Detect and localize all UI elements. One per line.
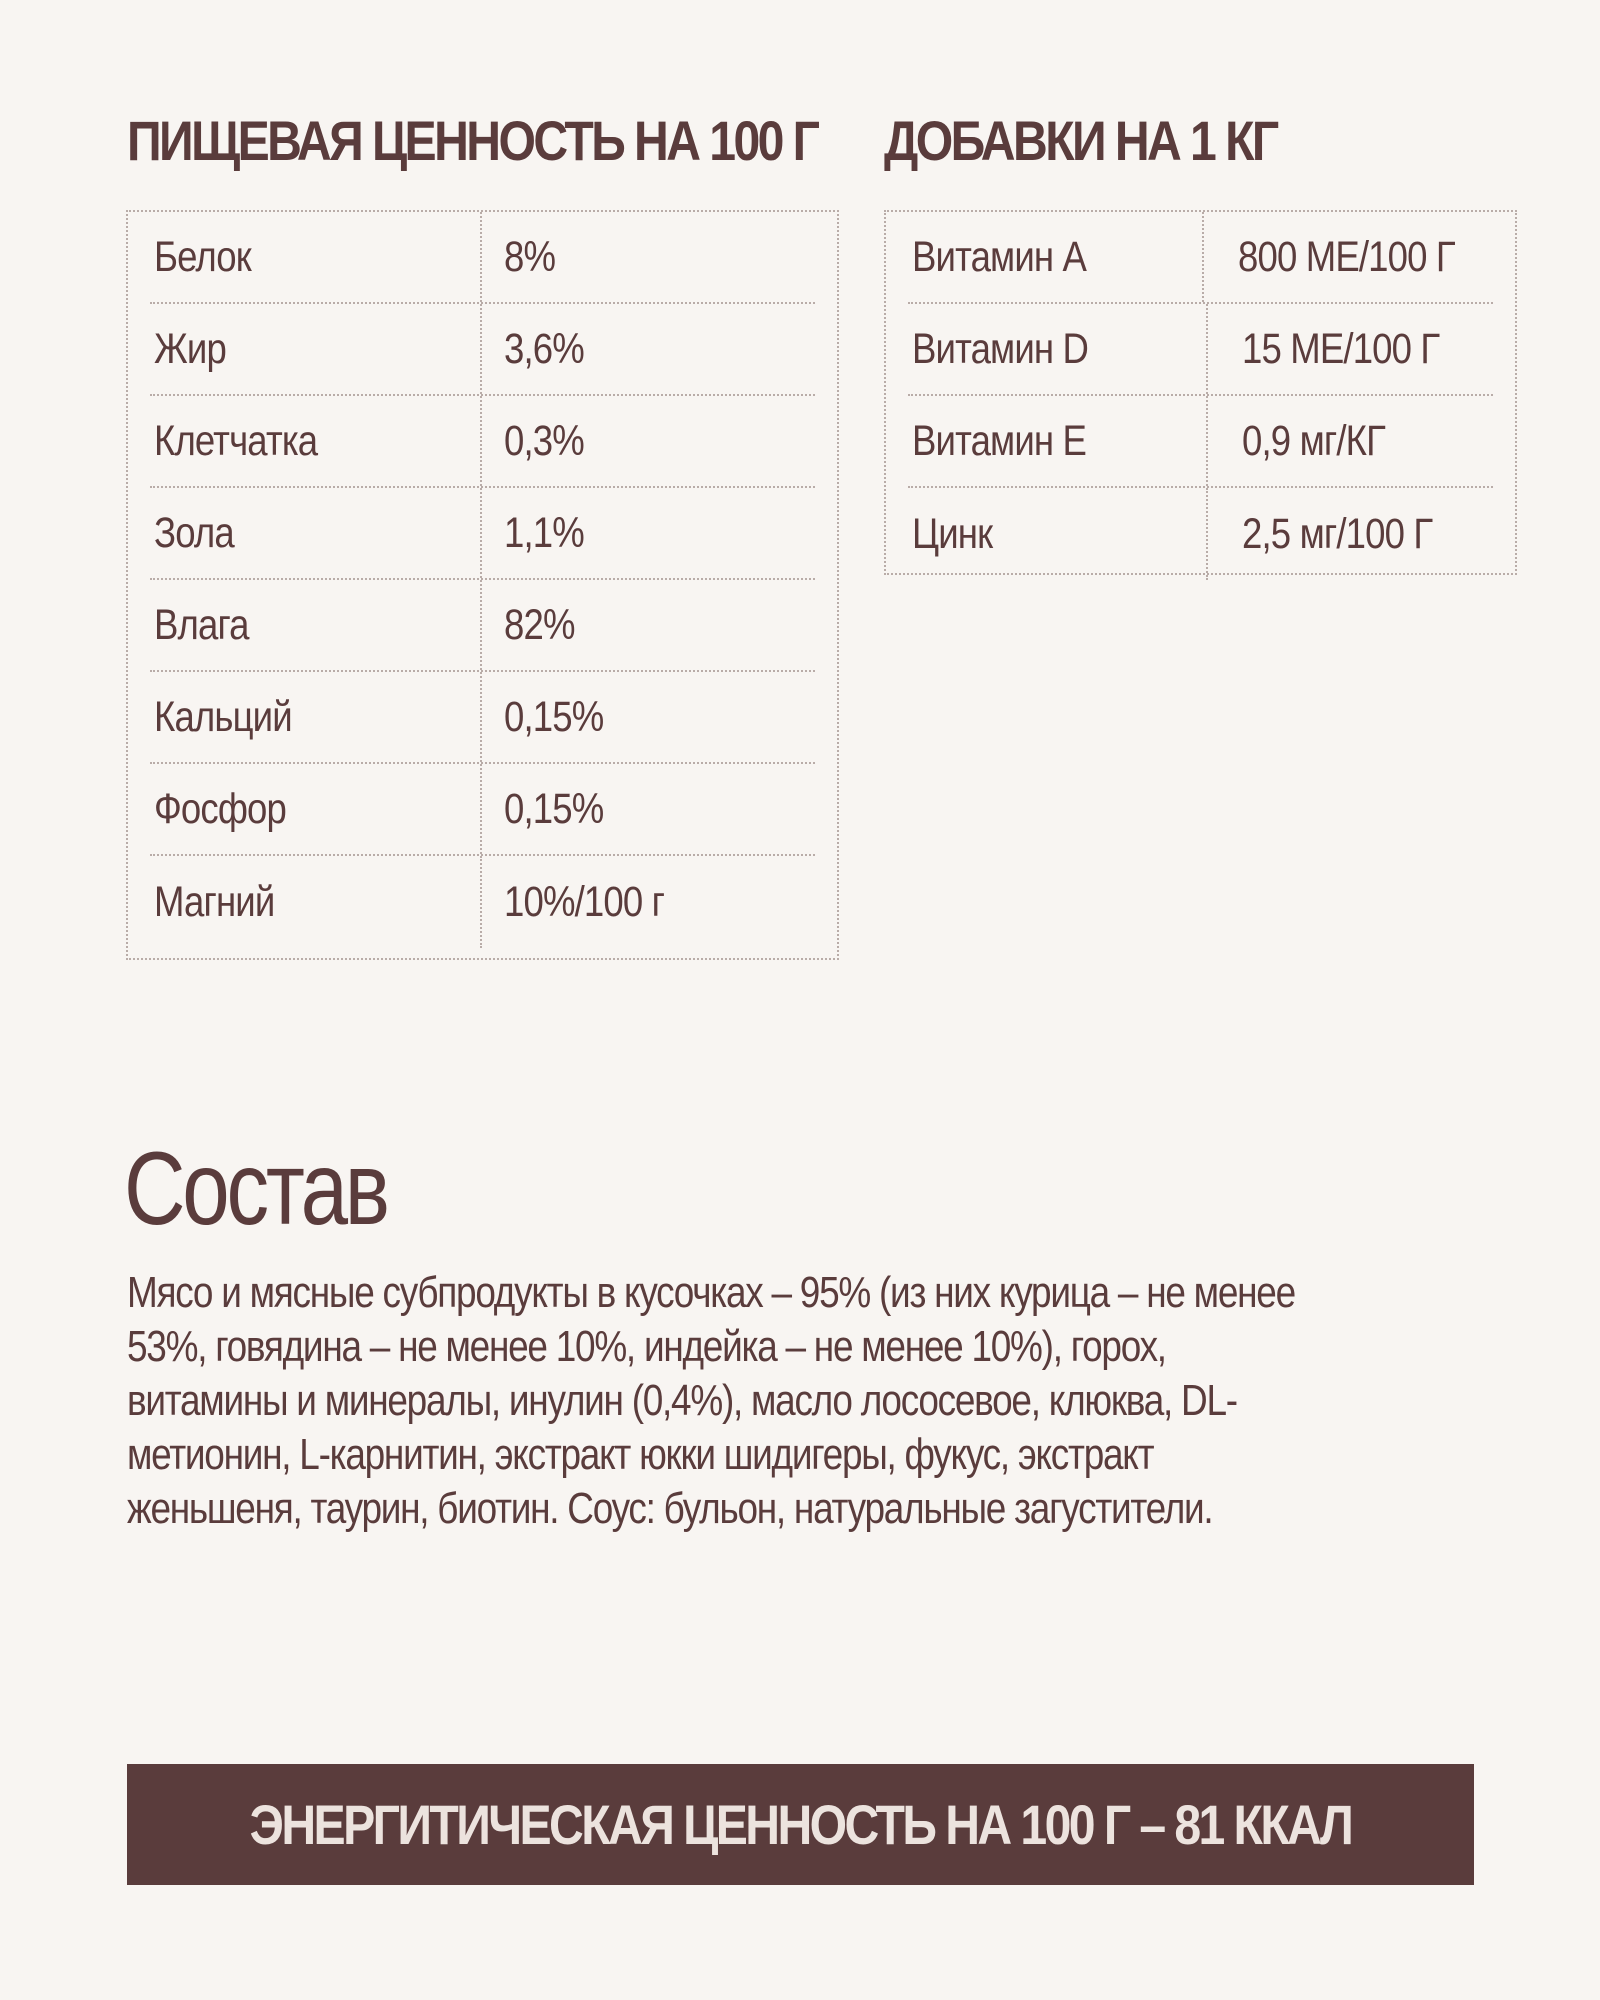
nutrition-row [150, 856, 815, 948]
nutrient-value: 8% [504, 232, 556, 281]
nutrient-name: Зола [150, 488, 482, 578]
nutrient-name: Фосфор [150, 764, 482, 854]
composition-title: Состав [124, 1131, 387, 1247]
additive-value: 15 МЕ/100 Г [1242, 324, 1440, 373]
additive-value: 2,5 мг/100 Г [1242, 509, 1433, 558]
energy-label: ЭНЕРГИТИЧЕСКАЯ ЦЕННОСТЬ НА 100 Г – 81 ККАЛ [249, 1793, 1352, 1856]
energy-banner [127, 1764, 1474, 1885]
nutrition-row [150, 764, 815, 856]
additives-table [884, 210, 1517, 575]
nutrition-row [150, 580, 815, 672]
nutrient-value: 10%/100 г [504, 877, 665, 926]
nutrient-name: Магний [150, 856, 482, 948]
nutrition-row [150, 396, 815, 488]
additive-row [908, 488, 1493, 580]
additive-value: 800 МЕ/100 Г [1237, 232, 1455, 281]
additive-row [908, 212, 1493, 304]
nutrient-name: Клетчатка [150, 396, 482, 486]
nutrient-name: Кальций [150, 672, 482, 762]
nutrient-value: 82% [504, 600, 575, 649]
nutrient-value: 0,3% [504, 416, 584, 465]
nutrient-value: 0,15% [504, 784, 604, 833]
nutrition-row [150, 488, 815, 580]
additive-name: Витамин А [908, 212, 1204, 302]
additive-name: Витамин D [908, 304, 1208, 394]
additive-value: 0,9 мг/КГ [1242, 416, 1386, 465]
nutrition-table [126, 210, 839, 960]
nutrient-value: 0,15% [504, 692, 604, 741]
additive-row [908, 396, 1493, 488]
additive-name: Витамин Е [908, 396, 1208, 486]
additive-row [908, 304, 1493, 396]
nutrient-name: Влага [150, 580, 482, 670]
nutrient-name: Жир [150, 304, 482, 394]
nutrition-row [150, 212, 815, 304]
composition-text: Мясо и мясные субпродукты в кусочках – 95% (из них курица – не менее 53%, говядина – не менее 10%, индейка – не менее 10%), горох, витамины и минералы, инулин (0,4%), масло лососевое, клюква, DL-метионин, L-карнитин, экстракт юкки шидигеры, фукус, экстракт женьшеня, таурин, биотин. Соус: бульон, натуральные загустители. [127, 1268, 1295, 1533]
nutrient-value: 1,1% [504, 508, 584, 557]
nutrition-row [150, 672, 815, 764]
nutrient-name: Белок [150, 212, 482, 302]
nutrition-row [150, 304, 815, 396]
additive-name: Цинк [908, 488, 1208, 580]
nutrient-value: 3,6% [504, 324, 584, 373]
additives-heading: ДОБАВКИ НА 1 КГ [884, 109, 1277, 172]
nutrition-heading: ПИЩЕВАЯ ЦЕННОСТЬ НА 100 Г [127, 109, 818, 172]
